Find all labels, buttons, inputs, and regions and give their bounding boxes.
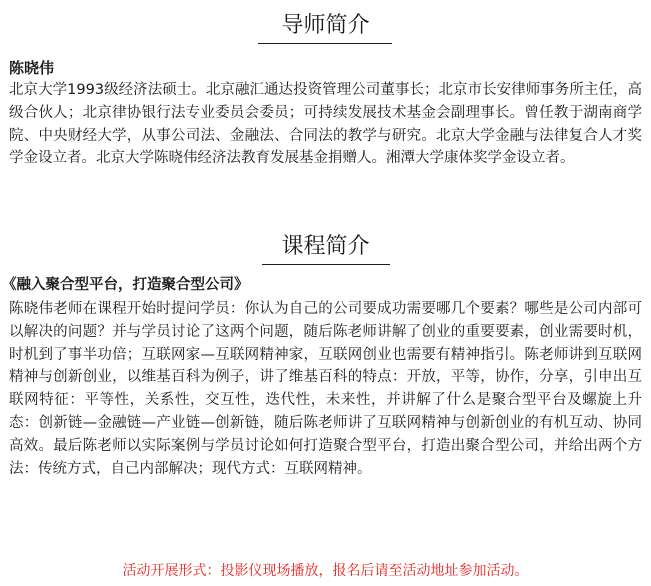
course-section-title: 课程简介 xyxy=(281,234,370,259)
event-notice: 活动开展形式：投影仪现场播放，报名后请至活动地址参加活动。 xyxy=(122,563,529,579)
mentor-bio: 北京大学1993级经济法硕士。北京融汇通达投资管理公司董事长；北京市长安律师事务所主任，高级合伙人；北京律协银行法专业委员会委员；可持续发展技术基金会副理事长。曾任教于湖南商学院、中央财经大学，从事公司法、金融法、合同法的教学与研究。北京大学金融与法律复合人才奖学金设立者。北京大学陈晓伟经济法教育发展基金捐赠人。湘潭大学康体奖学金设立者。 xyxy=(9,82,642,167)
course-title: 《融入聚合型平台，打造聚合型公司》 xyxy=(2,277,249,293)
course-description: 陈晓伟老师在课程开始时提问学员：你认为自己的公司要成功需要哪几个要素？哪些是公司内部可以解决的问题？并与学员讨论了这两个问题，随后陈老师讲解了创业的重要要素，创业需要时机，时机到了事半功倍；互联网家—互联网精神家，互联网创业也需要有精神指引。陈老师讲到互联网精神与创新创业，以维基百科为例子，讲了维基百科的特点：开放，平等，协作，分享，引申出互联网特征：平等性，关系性，交互性，迭代性，未来性，并讲解了什么是聚合型平台及螺旋上升态：创新链—金融链—产业链—创新链，随后陈老师讲了互联网精神与创新创业的有机互动、协同高效。最后陈老师以实际案例与学员讨论如何打造聚合型平台，打造出聚合型公司，并给出两个方法：传统方式，自己内部解决；现代方式：互联网精神。 xyxy=(9,301,642,477)
course-title-underline xyxy=(262,264,390,265)
mentor-title-underline xyxy=(258,43,392,44)
mentor-section-title: 导师简介 xyxy=(281,13,370,38)
mentor-name: 陈晓伟 xyxy=(9,59,55,77)
